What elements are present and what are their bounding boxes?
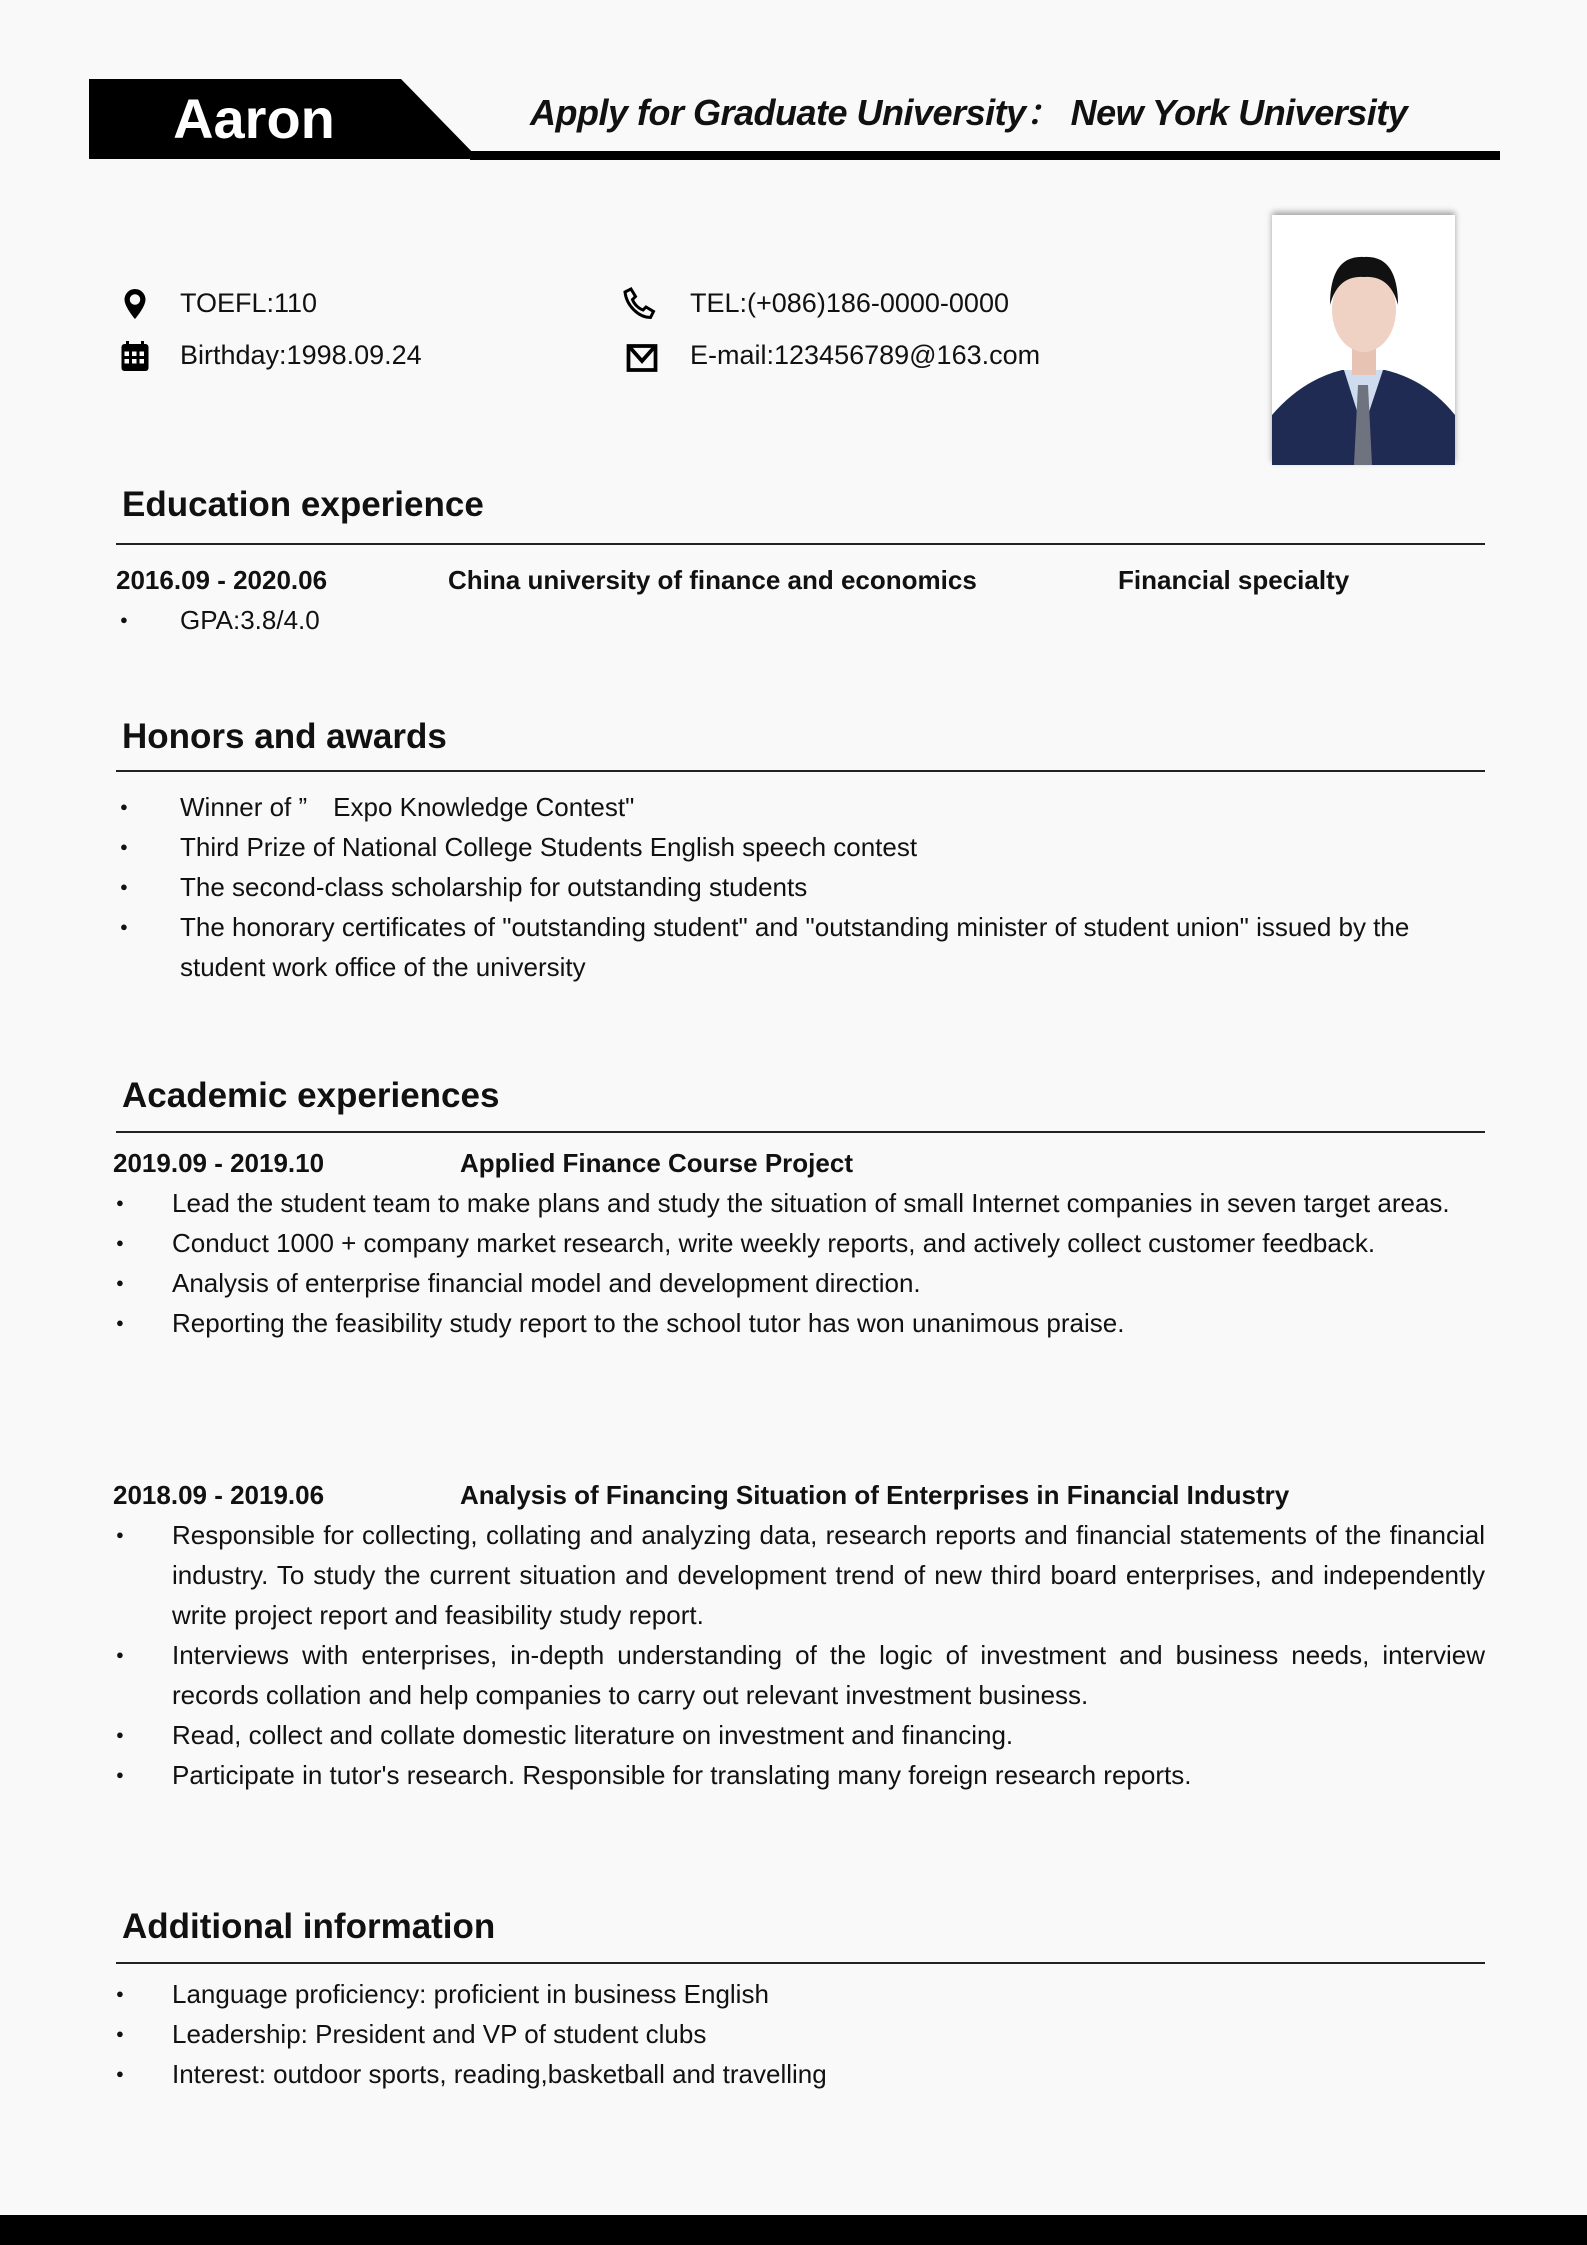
location-pin-icon: [117, 286, 153, 322]
section-title-additional: Additional information: [122, 1907, 496, 1946]
profile-photo: [1272, 215, 1455, 465]
calendar-icon: [117, 338, 153, 374]
section-divider: [116, 543, 1485, 545]
section-title-education: Education experience: [122, 485, 484, 524]
toefl-score: TOEFL:110: [180, 288, 318, 318]
email-address: E-mail:123456789@163.com: [690, 340, 1041, 370]
project-name: Analysis of Financing Situation of Enterprises in Financial Industry: [460, 1480, 1290, 1510]
education-major: Financial specialty: [1118, 565, 1350, 595]
list-item: ● Analysis of enterprise financial model and development direction.: [116, 1263, 1485, 1303]
header-divider: [470, 151, 1500, 160]
project-dates: 2018.09 - 2019.06: [113, 1480, 325, 1510]
footer-bar: [0, 2215, 1587, 2245]
list-item: ● Lead the student team to make plans and study the situation of small Internet companies in seven target areas.: [116, 1183, 1485, 1223]
education-dates: 2016.09 - 2020.06: [116, 565, 328, 595]
application-title: Apply for Graduate University： New York University: [530, 92, 1408, 133]
birthday: Birthday:1998.09.24: [180, 340, 422, 370]
list-item: ● Conduct 1000 + company market research, write weekly reports, and actively collect customer feedback.: [116, 1223, 1485, 1263]
list-item: ● Third Prize of National College Students English speech contest: [120, 827, 1420, 867]
list-item: ● Language proficiency: proficient in business English: [116, 1974, 1485, 2014]
education-school: China university of finance and economics: [448, 565, 977, 595]
section-divider: [116, 770, 1485, 772]
list-item: ● Interviews with enterprises, in-depth understanding of the logic of investment and business needs, interview records collation and help companies to carry out relevant investment business.: [116, 1635, 1485, 1715]
list-item: ● Reporting the feasibility study report to the school tutor has won unanimous praise.: [116, 1303, 1485, 1343]
project-name: Applied Finance Course Project: [460, 1148, 853, 1178]
section-title-honors: Honors and awards: [122, 717, 447, 756]
list-item: ● Interest: outdoor sports, reading,basketball and travelling: [116, 2054, 1485, 2094]
applicant-name: Aaron: [173, 87, 335, 150]
email-icon: [624, 340, 660, 376]
list-item: ● The second-class scholarship for outstanding students: [120, 867, 1420, 907]
list-item: ● Read, collect and collate domestic literature on investment and financing.: [116, 1715, 1485, 1755]
section-divider: [116, 1131, 1485, 1133]
list-item: ● Winner of ” Expo Knowledge Contest": [120, 787, 1420, 827]
list-item: ● Leadership: President and VP of student clubs: [116, 2014, 1485, 2054]
list-item: ● Responsible for collecting, collating and analyzing data, research reports and financial statements of the financial industry. To study the current situation and development trend of new third board enterprises, and independently write project report and feasibility study report.: [116, 1515, 1485, 1635]
project-dates: 2019.09 - 2019.10: [113, 1148, 325, 1178]
list-item: ● The honorary certificates of "outstanding student" and "outstanding minister of student union" issued by the student work office of the university: [120, 907, 1420, 987]
list-item: ● Participate in tutor's research. Responsible for translating many foreign research reports.: [116, 1755, 1485, 1795]
section-divider: [116, 1962, 1485, 1964]
section-title-academic: Academic experiences: [122, 1076, 500, 1115]
phone-icon: [622, 286, 658, 322]
phone-number: TEL:(+086)186-0000-0000: [690, 288, 1009, 318]
list-item: ● GPA:3.8/4.0: [120, 600, 1485, 640]
